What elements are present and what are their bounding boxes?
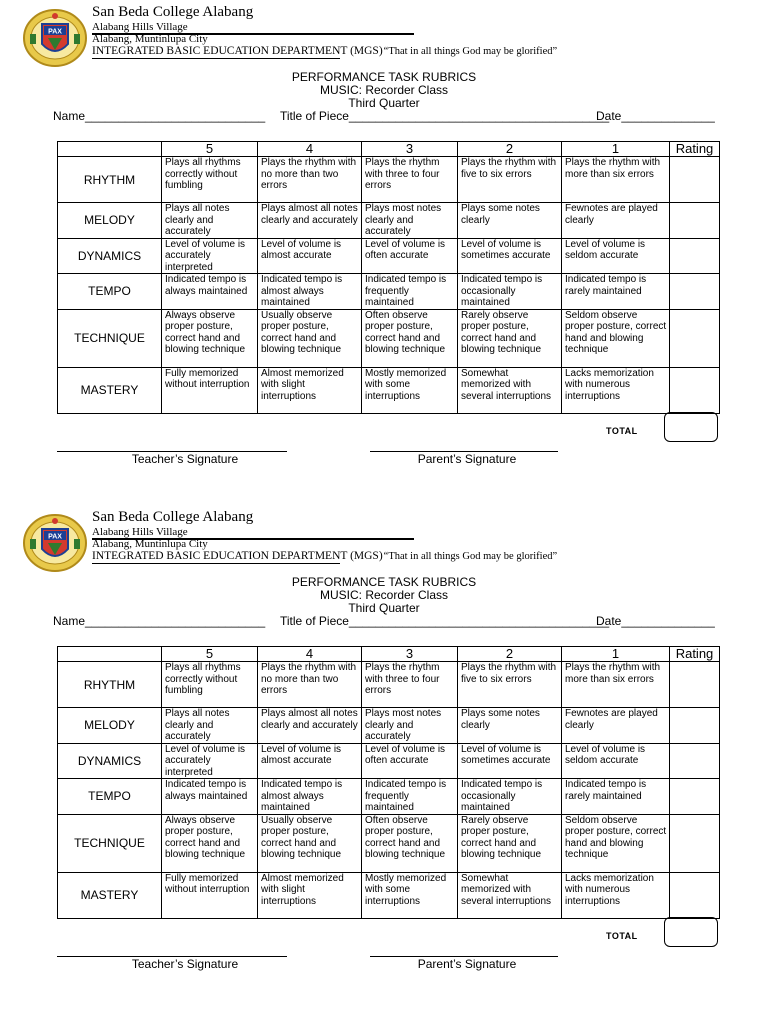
rubric-table xyxy=(57,646,720,919)
header-criterion xyxy=(58,142,162,157)
descriptor-cell: Always observe proper posture, correct hand and blowing technique xyxy=(162,309,258,367)
table-header-row xyxy=(58,142,720,157)
header-score-3: 3 xyxy=(362,647,458,662)
descriptor-cell: Plays some notes clearly xyxy=(458,708,562,744)
descriptor-cell: Always observe proper posture, correct hand and blowing technique xyxy=(162,814,258,872)
title-of-piece-field[interactable]: Title of Piece_______________________________________ xyxy=(280,109,610,123)
rating-cell[interactable] xyxy=(670,157,720,203)
rating-cell[interactable] xyxy=(670,779,720,815)
department-name: INTEGRATED BASIC EDUCATION DEPARTMENT (MGS) xyxy=(92,45,383,57)
descriptor-cell: Seldom observe proper posture, correct hand and blowing technique xyxy=(562,814,670,872)
table-row xyxy=(58,814,720,872)
descriptor-cell: Rarely observe proper posture, correct hand and blowing technique xyxy=(458,309,562,367)
descriptor-cell: Lacks memorization with numerous interruptions xyxy=(562,367,670,413)
title-of-piece-field[interactable]: Title of Piece_______________________________________ xyxy=(280,614,610,628)
school-name: San Beda College Alabang xyxy=(92,509,254,525)
descriptor-cell: Almost memorized with slight interruptions xyxy=(258,872,362,918)
descriptor-cell: Mostly memorized with some interruptions xyxy=(362,872,458,918)
header-score-4: 4 xyxy=(258,142,362,157)
school-name: San Beda College Alabang xyxy=(92,4,254,20)
descriptor-cell: Plays all rhythms correctly without fumbling xyxy=(162,662,258,708)
descriptor-cell: Plays almost all notes clearly and accurately xyxy=(258,708,362,744)
department-underline xyxy=(92,563,340,564)
descriptor-cell: Somewhat memorized with several interruptions xyxy=(458,367,562,413)
criterion-cell: TECHNIQUE xyxy=(58,814,162,872)
motto: “That in all things God may be glorified” xyxy=(383,46,558,57)
table-row xyxy=(58,743,720,779)
criterion-cell: MELODY xyxy=(58,203,162,239)
school-seal-logo xyxy=(22,8,88,68)
rating-cell[interactable] xyxy=(670,274,720,310)
descriptor-cell: Plays the rhythm with three to four errors xyxy=(362,157,458,203)
descriptor-cell: Lacks memorization with numerous interruptions xyxy=(562,872,670,918)
descriptor-cell: Plays almost all notes clearly and accurately xyxy=(258,203,362,239)
rubric-title: PERFORMANCE TASK RUBRICS xyxy=(291,575,477,589)
descriptor-cell: Almost memorized with slight interruptions xyxy=(258,367,362,413)
descriptor-cell: Plays the rhythm with five to six errors xyxy=(458,157,562,203)
header-score-2: 2 xyxy=(458,647,562,662)
parent-signature-label: Parent’s Signature xyxy=(417,452,517,466)
header-score-5: 5 xyxy=(162,142,258,157)
descriptor-cell: Usually observe proper posture, correct hand and blowing technique xyxy=(258,814,362,872)
descriptor-cell: Indicated tempo is almost always maintained xyxy=(258,274,362,310)
rating-cell[interactable] xyxy=(670,367,720,413)
descriptor-cell: Plays the rhythm with more than six errors xyxy=(562,662,670,708)
descriptor-cell: Plays all rhythms correctly without fumbling xyxy=(162,157,258,203)
descriptor-cell: Level of volume is sometimes accurate xyxy=(458,743,562,779)
table-row xyxy=(58,872,720,918)
total-label: TOTAL xyxy=(606,426,638,436)
descriptor-cell: Often observe proper posture, correct hand and blowing technique xyxy=(362,309,458,367)
rubric-subject: MUSIC: Recorder Class xyxy=(319,588,449,602)
descriptor-cell: Fewnotes are played clearly xyxy=(562,708,670,744)
header-criterion xyxy=(58,647,162,662)
descriptor-cell: Level of volume is almost accurate xyxy=(258,238,362,274)
descriptor-cell: Indicated tempo is rarely maintained xyxy=(562,274,670,310)
descriptor-cell: Level of volume is accurately interpreted xyxy=(162,743,258,779)
descriptor-cell: Plays all notes clearly and accurately xyxy=(162,203,258,239)
descriptor-cell: Plays the rhythm with five to six errors xyxy=(458,662,562,708)
svg-text:PAX: PAX xyxy=(48,533,62,541)
svg-text:PAX: PAX xyxy=(48,28,62,36)
table-row xyxy=(58,367,720,413)
descriptor-cell: Level of volume is often accurate xyxy=(362,238,458,274)
rubric-title: PERFORMANCE TASK RUBRICS xyxy=(291,70,477,84)
department-line xyxy=(92,45,557,58)
name-field[interactable]: Name___________________________ xyxy=(53,614,266,628)
criterion-cell: DYNAMICS xyxy=(58,238,162,274)
name-field[interactable]: Name___________________________ xyxy=(53,109,266,123)
descriptor-cell: Somewhat memorized with several interruptions xyxy=(458,872,562,918)
descriptor-cell: Plays some notes clearly xyxy=(458,203,562,239)
criterion-cell: TEMPO xyxy=(58,274,162,310)
descriptor-cell: Fully memorized without interruption xyxy=(162,367,258,413)
descriptor-cell: Plays the rhythm with no more than two errors xyxy=(258,157,362,203)
address-line-1: Alabang Hills Village xyxy=(92,21,188,33)
address-line-2: Alabang, Muntinlupa City xyxy=(92,538,208,550)
department-line xyxy=(92,550,557,563)
department-underline xyxy=(92,58,340,59)
table-row xyxy=(58,157,720,203)
descriptor-cell: Plays most notes clearly and accurately xyxy=(362,203,458,239)
criterion-cell: TECHNIQUE xyxy=(58,309,162,367)
rating-cell[interactable] xyxy=(670,203,720,239)
descriptor-cell: Plays most notes clearly and accurately xyxy=(362,708,458,744)
descriptor-cell: Rarely observe proper posture, correct hand and blowing technique xyxy=(458,814,562,872)
descriptor-cell: Plays the rhythm with more than six errors xyxy=(562,157,670,203)
header-score-1: 1 xyxy=(562,142,670,157)
school-seal-logo xyxy=(22,513,88,573)
header-rating: Rating xyxy=(670,142,720,157)
header-score-2: 2 xyxy=(458,142,562,157)
descriptor-cell: Indicated tempo is always maintained xyxy=(162,274,258,310)
rating-cell[interactable] xyxy=(670,708,720,744)
criterion-cell: RHYTHM xyxy=(58,157,162,203)
table-row xyxy=(58,708,720,744)
total-box[interactable] xyxy=(664,412,718,442)
table-row xyxy=(58,274,720,310)
header-score-4: 4 xyxy=(258,647,362,662)
department-name: INTEGRATED BASIC EDUCATION DEPARTMENT (MGS) xyxy=(92,550,383,562)
header-score-1: 1 xyxy=(562,647,670,662)
rating-cell[interactable] xyxy=(670,814,720,872)
parent-signature-label: Parent’s Signature xyxy=(417,957,517,971)
motto: “That in all things God may be glorified” xyxy=(383,551,558,562)
descriptor-cell: Seldom observe proper posture, correct hand and blowing technique xyxy=(562,309,670,367)
rating-cell[interactable] xyxy=(670,743,720,779)
table-row xyxy=(58,662,720,708)
rating-cell[interactable] xyxy=(670,309,720,367)
descriptor-cell: Mostly memorized with some interruptions xyxy=(362,367,458,413)
descriptor-cell: Level of volume is seldom accurate xyxy=(562,743,670,779)
descriptor-cell: Fewnotes are played clearly xyxy=(562,203,670,239)
descriptor-cell: Plays the rhythm with no more than two errors xyxy=(258,662,362,708)
criterion-cell: DYNAMICS xyxy=(58,743,162,779)
descriptor-cell: Level of volume is accurately interpreted xyxy=(162,238,258,274)
descriptor-cell: Level of volume is often accurate xyxy=(362,743,458,779)
rating-cell[interactable] xyxy=(670,662,720,708)
rubric-sheet-bottom xyxy=(0,505,768,1010)
descriptor-cell: Fully memorized without interruption xyxy=(162,872,258,918)
rubric-table xyxy=(57,141,720,414)
rubric-sheet-top xyxy=(0,0,768,505)
descriptor-cell: Level of volume is seldom accurate xyxy=(562,238,670,274)
descriptor-cell: Indicated tempo is occasionally maintained xyxy=(458,274,562,310)
date-field[interactable]: Date______________ xyxy=(596,614,715,628)
table-row xyxy=(58,238,720,274)
teacher-signature-label: Teacher’s Signature xyxy=(131,452,239,466)
descriptor-cell: Indicated tempo is rarely maintained xyxy=(562,779,670,815)
total-box[interactable] xyxy=(664,917,718,947)
rubric-quarter: Third Quarter xyxy=(348,601,420,615)
address-line-1: Alabang Hills Village xyxy=(92,526,188,538)
header-rating: Rating xyxy=(670,647,720,662)
header-score-3: 3 xyxy=(362,142,458,157)
rubric-subject: MUSIC: Recorder Class xyxy=(319,83,449,97)
descriptor-cell: Indicated tempo is always maintained xyxy=(162,779,258,815)
rubric-quarter: Third Quarter xyxy=(348,96,420,110)
address-line-2: Alabang, Muntinlupa City xyxy=(92,33,208,45)
table-row xyxy=(58,203,720,239)
table-header-row xyxy=(58,647,720,662)
descriptor-cell: Plays the rhythm with three to four errors xyxy=(362,662,458,708)
total-label: TOTAL xyxy=(606,931,638,941)
descriptor-cell: Indicated tempo is occasionally maintained xyxy=(458,779,562,815)
descriptor-cell: Indicated tempo is frequently maintained xyxy=(362,779,458,815)
descriptor-cell: Level of volume is almost accurate xyxy=(258,743,362,779)
criterion-cell: MASTERY xyxy=(58,367,162,413)
criterion-cell: MASTERY xyxy=(58,872,162,918)
descriptor-cell: Plays all notes clearly and accurately xyxy=(162,708,258,744)
criterion-cell: MELODY xyxy=(58,708,162,744)
table-row xyxy=(58,779,720,815)
date-field[interactable]: Date______________ xyxy=(596,109,715,123)
descriptor-cell: Indicated tempo is almost always maintained xyxy=(258,779,362,815)
descriptor-cell: Level of volume is sometimes accurate xyxy=(458,238,562,274)
criterion-cell: RHYTHM xyxy=(58,662,162,708)
rating-cell[interactable] xyxy=(670,872,720,918)
header-score-5: 5 xyxy=(162,647,258,662)
descriptor-cell: Indicated tempo is frequently maintained xyxy=(362,274,458,310)
rating-cell[interactable] xyxy=(670,238,720,274)
table-row xyxy=(58,309,720,367)
descriptor-cell: Usually observe proper posture, correct hand and blowing technique xyxy=(258,309,362,367)
criterion-cell: TEMPO xyxy=(58,779,162,815)
teacher-signature-label: Teacher’s Signature xyxy=(131,957,239,971)
descriptor-cell: Often observe proper posture, correct hand and blowing technique xyxy=(362,814,458,872)
